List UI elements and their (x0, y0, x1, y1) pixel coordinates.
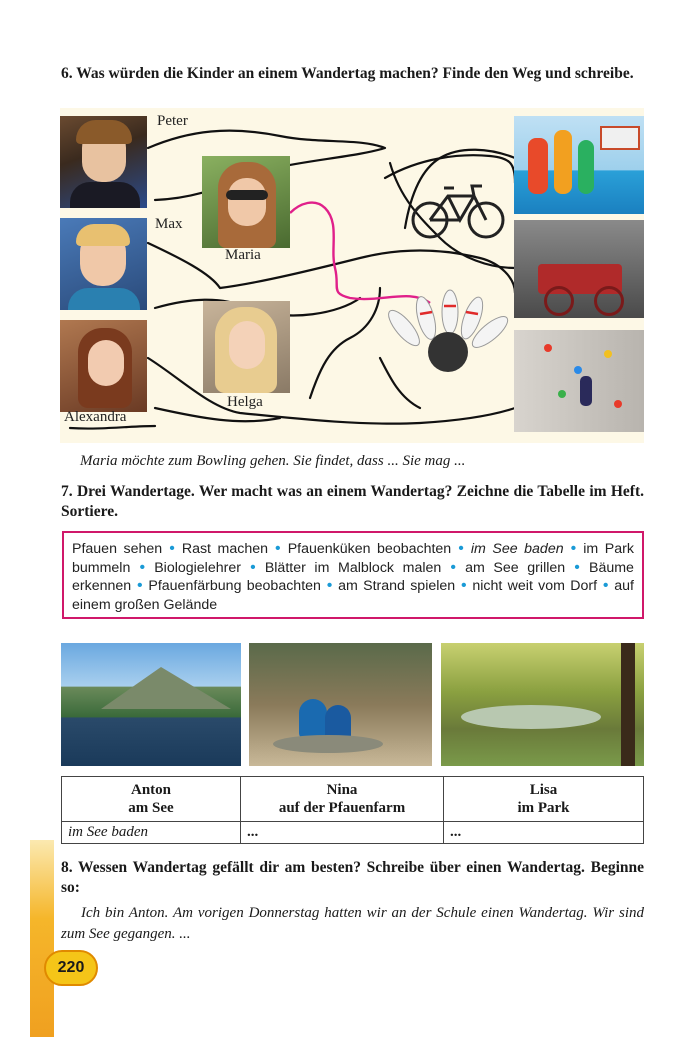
table-header-lisa (444, 777, 644, 822)
word-item: am See grillen (465, 559, 566, 576)
table-header-anton (62, 777, 241, 822)
word-box (62, 531, 644, 619)
table-header-name: Lisa (529, 782, 558, 798)
word-item: Biologielehrer (154, 559, 241, 576)
bullet-dot: • (320, 577, 339, 594)
table-header-name: Nina (326, 782, 358, 798)
photo-waterpark (514, 116, 644, 214)
label-max: Max (155, 216, 183, 232)
task8-starter-text: Ich bin Anton. Am vorigen Donnerstag hatten wir an der Schule einen Wandertag. Wir sind zum See gegangen. ... (61, 905, 644, 942)
sorting-table (61, 776, 644, 844)
table-header-place: am See (128, 800, 174, 816)
table-cell-lisa: ... (444, 822, 644, 844)
page-number: 220 (44, 950, 98, 986)
photo-max (60, 218, 147, 310)
table-header-place: im Park (517, 800, 570, 816)
table-header-nina (241, 777, 444, 822)
photo-alexandra (60, 320, 147, 412)
bullet-dot: • (130, 558, 155, 576)
bicycle-icon (410, 178, 506, 242)
bullet-dot: • (597, 577, 615, 594)
word-item: Pfauenküken beobachten (287, 541, 452, 557)
photo-helga (203, 301, 290, 393)
table-cell-anton: im See baden (62, 822, 241, 844)
bullet-dot: • (162, 540, 182, 557)
bullet-dot: • (563, 540, 584, 557)
photo-peacock-farm (249, 643, 432, 766)
bullet-dot: • (268, 540, 288, 557)
task6-title: 6. Was würden die Kinder an einem Wandertag machen? Finde den Weg und schreibe. (61, 65, 634, 82)
photo-climbing-wall (514, 330, 644, 432)
word-item: im Park bummeln (72, 541, 634, 576)
word-item: Pfauenfärbung beobachten (148, 578, 321, 594)
word-item: auf einem großen Gelände (72, 578, 635, 613)
bullet-dot: • (240, 558, 265, 576)
word-item: Blätter im Malblock malen (264, 559, 442, 576)
bullet-dot: • (451, 540, 471, 557)
label-alexandra: Alexandra (64, 409, 127, 425)
table-header-name: Anton (130, 782, 171, 798)
word-item: am Strand spielen (338, 578, 456, 594)
page-margin-bar (30, 840, 54, 1037)
task7-title: 7. Drei Wandertage. Wer macht was an einem Wandertag? Zeichne die Tabelle im Heft. Sortiere. (61, 483, 644, 520)
word-item: im See baden (470, 541, 564, 557)
bowling-icon (380, 288, 510, 378)
bullet-dot: • (565, 558, 589, 576)
word-item: Rast machen (181, 541, 269, 557)
table-header-place: auf der Pfauenfarm (278, 800, 406, 816)
photo-museum (514, 220, 644, 318)
photo-peter (60, 116, 147, 208)
label-peter: Peter (157, 113, 188, 129)
photo-maria (202, 156, 290, 248)
table-cell-nina: ... (241, 822, 444, 844)
word-item: Bäume erkennen (72, 559, 634, 594)
bullet-dot: • (455, 577, 473, 594)
photo-lake (61, 643, 241, 766)
task8-title: 8. Wessen Wandertag gefällt dir am besten? Schreibe über einen Wandertag. Beginne so: (61, 859, 644, 896)
bullet-dot: • (441, 558, 466, 576)
label-helga: Helga (227, 394, 263, 410)
label-maria: Maria (225, 247, 261, 263)
maze-exercise (60, 108, 644, 443)
bullet-dot: • (131, 577, 149, 594)
word-item: nicht weit vom Dorf (472, 578, 598, 594)
photo-park (441, 643, 644, 766)
task6-example-sentence: Maria möchte zum Bowling gehen. Sie findet, dass ... Sie mag ... (80, 453, 466, 469)
word-item: Pfauen sehen (72, 541, 163, 557)
